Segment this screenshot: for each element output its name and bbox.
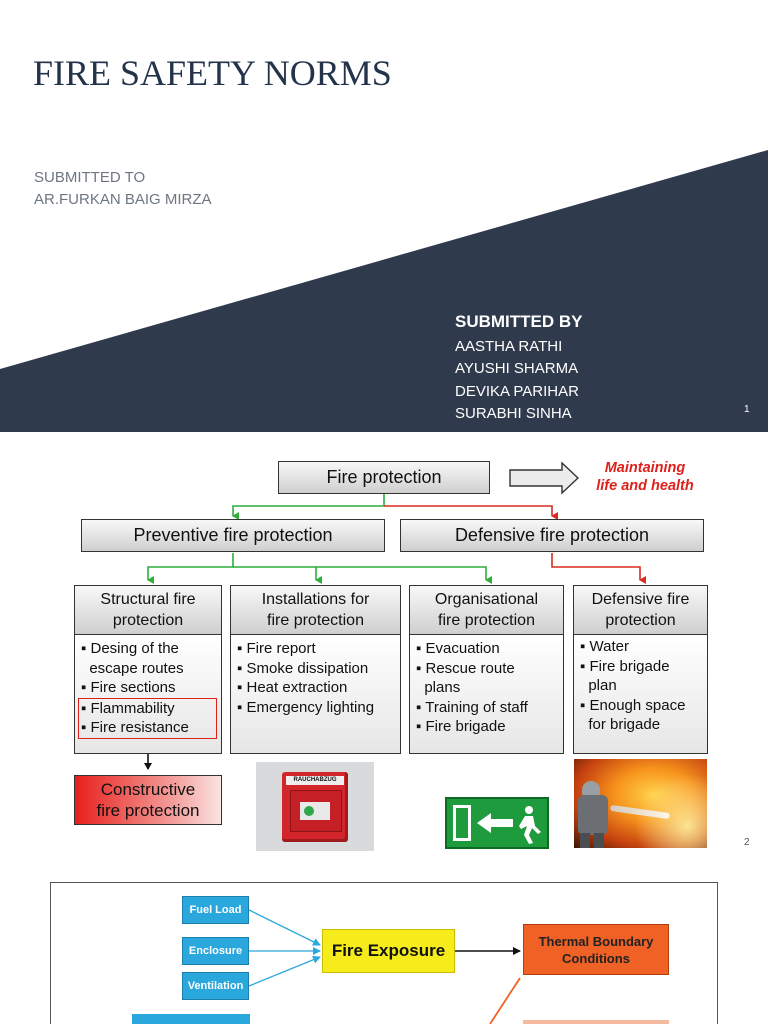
submitted-to-name: AR.FURKAN BAIG MIRZA: [34, 191, 212, 208]
column-head-line: Organisational: [434, 591, 539, 608]
highlighted-items: [78, 698, 217, 739]
member-name: SURABHI SINHA: [455, 405, 572, 422]
list-item: ▪ Emergency lighting: [237, 698, 375, 716]
page-title: FIRE SAFETY NORMS: [33, 53, 392, 93]
column-head-line: protection: [112, 612, 184, 629]
column-head-defensive: [573, 585, 708, 635]
hollow-arrow-icon: [510, 463, 578, 493]
list-item: ▪ Heat extraction: [237, 679, 348, 696]
input-box: Enclosure: [182, 937, 249, 965]
fire-alarm-box-icon: [256, 762, 374, 851]
list-item: ▪ Fire resistance: [81, 719, 189, 736]
column-head-line: protection: [605, 612, 676, 629]
list-item: ▪ Rescue route: [416, 659, 515, 677]
goal-text: [585, 459, 705, 495]
alarm-label: RAUCHABZUG: [286, 776, 344, 785]
list-item: ▪ Fire sections: [81, 679, 176, 696]
list-item: ▪ Enough space: [580, 696, 686, 714]
slide-fire-exposure-diagram: [0, 864, 768, 1024]
page-number: 1: [744, 404, 750, 415]
list-item: ▪ Training of staff: [416, 698, 528, 716]
list-item: plan: [588, 677, 617, 694]
list-item: ▪ Desing of the: [81, 640, 179, 657]
column-head-organisational: [409, 585, 564, 635]
column-head-line: Defensive fire: [591, 591, 690, 608]
column-head-structural: [74, 585, 222, 635]
output-line: Thermal Boundary: [538, 933, 654, 949]
list-item: ▪ Flammability: [81, 699, 175, 717]
list-item: escape routes: [89, 659, 184, 677]
emergency-exit-sign-icon: [445, 797, 549, 849]
goal-line: life and health: [596, 478, 694, 494]
slide-fire-protection-diagram: [0, 432, 768, 864]
thermal-boundary-box: [523, 924, 669, 975]
list-item: ▪ Fire report: [237, 640, 316, 657]
member-name: AASTHA RATHI: [455, 337, 563, 355]
column-list-defensive: [573, 634, 708, 754]
goal-line: Maintaining: [604, 460, 686, 476]
list-item: ▪ Fire brigade: [416, 718, 506, 735]
column-list-organisational: [409, 634, 564, 754]
output-line: Conditions: [562, 950, 630, 966]
list-item: ▪ Fire brigade: [580, 657, 670, 675]
column-list-structural: [74, 634, 222, 754]
member-name: DEVIKA PARIHAR: [455, 382, 579, 400]
fire-exposure-box: Fire Exposure: [322, 929, 455, 973]
column-head-line: fire protection: [267, 612, 364, 629]
column-head-line: Installations for: [261, 591, 370, 608]
constructive-line: Constructive: [100, 780, 196, 799]
firefighter-photo-icon: [574, 759, 707, 848]
list-item: ▪ Evacuation: [416, 640, 500, 657]
preventive-box: Preventive fire protection: [81, 519, 385, 552]
list-item: plans: [424, 679, 461, 696]
slide-title: [0, 0, 768, 432]
partial-output-box: [523, 1020, 669, 1024]
constructive-box: [74, 775, 222, 825]
column-list-installations: [230, 634, 401, 754]
member-name: AYUSHI SHARMA: [455, 360, 579, 377]
list-item: ▪ Water: [580, 638, 629, 655]
fire-protection-box: Fire protection: [278, 461, 490, 494]
constructive-line: fire protection: [96, 801, 200, 820]
submitted-by-block: [455, 311, 583, 426]
list-item: for brigade: [588, 716, 661, 733]
defensive-box: Defensive fire protection: [400, 519, 704, 552]
column-head-installations: [230, 585, 401, 635]
input-box: Fuel Load: [182, 896, 249, 924]
partial-input-box: [132, 1014, 250, 1024]
submitted-to-block: [34, 167, 212, 211]
submitted-by-label: SUBMITTED BY: [455, 312, 583, 331]
page-number: 2: [744, 837, 750, 848]
submitted-to-label: SUBMITTED TO: [34, 169, 146, 186]
list-item: ▪ Smoke dissipation: [237, 659, 369, 677]
input-box: Ventilation: [182, 972, 249, 1000]
column-head-line: Structural fire: [100, 591, 196, 608]
column-head-line: fire protection: [438, 612, 535, 629]
